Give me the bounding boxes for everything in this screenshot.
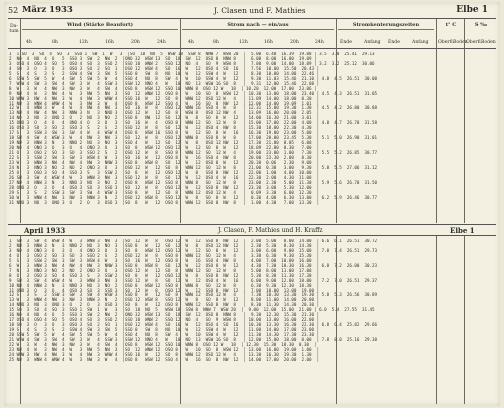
kentering-group-rule (338, 29, 434, 30)
kentering-col-4: Anfang (412, 40, 429, 45)
current-group-rule (182, 29, 334, 30)
salinity-bottom: Boden (481, 40, 496, 45)
april-title: April 1933 (24, 226, 66, 235)
current-group-header: Strom nach — ein/aus (227, 22, 289, 28)
april-station: Elbe 1 (450, 226, 475, 235)
wind-hour-24: 24h (157, 40, 166, 45)
temp-bottom: Boden (453, 40, 468, 45)
kentering-col-3: Ende (388, 40, 400, 45)
month-title: März 1933 (22, 5, 73, 15)
page (4, 2, 500, 406)
wind-group-header: Wind (Stärke Beaufort) (67, 22, 133, 28)
april-data-table: 1 SW 3 SW 4 WSW 4 W 3 WNW 3 NW 3 │SO 12 W 8 OSO 12 W 12 SSO 8 NW 12 │ 2.00 5.00 8.00 14.00 │ 6.6 6.1 26.51 30.72 2 NW 3 NNW 3 N 3 NNO 2 NO 3 NO 3 │SSO 8 W 12 SO 12 W 8 OSO 12 NW 12 │ 2.30 5.30 8.30 14.30 │ 3 NO 4 ONO 3 O 3 O 4 ONO 3 O 3 │SO 8 WSW 12 OSO 12 W 12 SO 8 W 12 │ 3.00 6.00 9.00 15.00 │ 7.0 7.4 26.51 29.73 4 O 3 OSO 2 SO 3 SO 3 SSO 2 S 2 │OSO 12 W 8 SSO 8 WNW 12 SO 12 W 4 │ 3.30 6.30 9.30 15.30 │ 5 S 3 SSW 2 SW 3 SW 3 WSW 4 W 3 │SO 16 W 12 OSO 8 W 16 SSO 4 NW 8 │ 4.00 7.00 10.00 16.00 │ 6 W 3 WNW 3 NW 4 NW 4 NW 3 NNW 3 │SSO 8 WSW 8 SO 12 W 12 OSO 8 W 12 │ 4.30 7.30 10.30 16.30 │ 6.8 7.2 26.00 30.23 7 N 3 NNO 3 NO 2 NO 2 ONO 3 O 3 │OSO 12 W 12 SO 8 WNW 12 SO 12 W 8 │ 5.00 8.00 11.00 17.00 │ 8 O 3 OSO 3 SO 4 SSO 3 S 3 SSW 2 │SO 8 W 12 OSO 12 W 8 SSO 8 NW 12 │ 5.30 8.30 11.30 17.30 │ 9 SW 3 SW 4 WSW 4 W 3 WNW 3 NW 3 │SSO 12 W 8 SO 12 W 12 OSO 4 W 16 │ 6.00 9.00 12.00 18.00 │ 7.2 7.0 26.51 29.37 10 NW 4 NNW 3 N 3 NNO 3 NO 3 NO 2 │OSO 8 WSW 12 SSO 8 WNW 8 SO 12 W 8 │ 6.30 9.30 12.30 18.30 │ 11 ONO 3 O 3 O 4 OSO 3 SO 3 SSO 3 │SO 12 W 8 OSO 12 W 12 SSO 8 NW 12 │ 7.00 10.00 13.00 19.00 │ 12 S 3 S 2 SSW 3 SW 3 SW 4 WSW 3 │SSO 8 W 12 SO 8 WNW 12 OSO 12 W 4 │ 7.30 10.30 13.30 19.30 │ 5.8 5.3 26.56 30.89 13 W 3 WNW 4 NW 3 NW 3 NNW 3 N 2 │OSO 12 WSW 8 SSO 12 W 8 SO 8 W 12 │ 8.00 11.00 14.00 20.00 │ 14 NNO 3 NO 3 ONO 3 O 2 O 3 OSO 3 │SO 8 W 12 OSO 8 WNW 12 SSO 8 NW 8 │ 8.30 11.30 14.30 20.30 │ 15 SO 3 SO 4 SO 3 SSO 1 SW 1 W 3 │SO 10 NO 5 WSW 18 SSW 8 NNW 7 WSW 20 │ 9.00 12.00 15.00 21.00 │ 6.0 5.4 27.55 31.45 16 NO 4 NO 4 O 5 SSO 3 SW 2 NW 2 │ONO 32 WSW 13 SO 18 SW 12 OSO 8 NNW 8 │ 9.30 12.30 15.30 21.30 │ 17 OSO 4 OSO 4 SO 5 OSO 4 SO 3 SSO 2 │SSO 10 WNW 2 SSO 12 NO 4 SO 9 WSW 8 │ 10.00 13.00 16.00 22.00 │ 18 SO 3 O 3 O 3 OSO 3 SO 2 SO 1 │OSO 12 WSW 4 SO 16 W 12 OSO 4 SO 16 │ 10.30 13.30 16.30 22.30 │ 6.8 6.4 25.82 29.66 19 S 4 S 3 S 2 SSW 4 SW 3 SW 5 │SSO 8 SW 8 NO 10 W 12 SSW 4 W 12 │ 11.00 14.00 17.00 23.00 │ 20 SSW 5 SW 5 W 4 SW 5 SW 5 W 4 │SSO 4 NO 8 SW 4 W 10 SSW 4 W 12 │ 11.30 14.30 17.30 23.30 │ 21 WSW 4 SW 3 SW 4 SW 3 W 4 SSW 3 │SSW 12 NNO 4 W 10 NO 13 WSW 16 SO 8 │ 12.00 15.00 18.00 0.00 │ 7.8 8.0 25.16 29.38 22 W 3 W 4 NW 3 NW 3 W 4 SW 4 │OSO 8 WSW 12 SSO 10 WNW 8 OSO 12 W 18 │ 12.30 15.30 18.30 0.30 │ 23 NW 4 W 3 NW 4 W 3 NW 5 NW 3 │SO 12 WNW 12 OSO 8 W 10 SO 8 WSW 12 │ 13.00 16.00 19.00 1.00 │ 24 WNW 3 NW 4 NW 3 W 4 NW 3 WNW 4 │SSO 16 W 12 SO 8 WNW 12 OSO 12 W 4 │ 13.30 16.30 19.30 1.30 │ 25 NW 3 WNW 4 WNW 4 W 3 NW 3 W 4 │OSO 8 WSW 12 SSO 4 W 16 SO 8 NW 12 │ 14.00 17.00 20.00 2.00 │ (9, 239, 378, 362)
current-hour-16: 16h (264, 40, 273, 45)
temperature-group-header: t° C (445, 22, 457, 28)
current-hour-24: 24h (315, 40, 324, 45)
section-rule (8, 224, 496, 225)
station-name: Elbe 1 (456, 5, 488, 15)
kentering-group-header: Stromkenterungszeiten (352, 22, 420, 28)
header-rule (8, 18, 496, 19)
current-hour-20: 20h (290, 40, 299, 45)
current-hour-4: 4h (188, 40, 194, 45)
wind-hour-20: 20h (131, 40, 140, 45)
page-number: 52 (8, 6, 19, 15)
kentering-col-2: Anfang (364, 40, 381, 45)
wind-group-rule (22, 29, 178, 30)
salinity-group-header: S ‰ (474, 22, 488, 28)
wind-hour-8: 8h (52, 40, 58, 45)
authors: J. Clasen und F. Mathies (214, 6, 306, 15)
day-column-header: Da-tum (9, 24, 19, 34)
april-authors: J. Clasen, F. Mathies und H. Kraffz (218, 227, 323, 234)
current-hour-8: 8h (213, 40, 219, 45)
march-data-table: 1 1 SO 3 SO 4 SO 3 SSO 1 SW 1 W 3 │SO 10 NO 5 WSW 18 SSW 8 NNW 7 WSW 20 │ 5.00 6.40 16.39 19.08 │ 3.5 3.0 25.41 29.13 2 NO 4 NO 4 O 5 SSO 3 SW 2 NW 2 │ONO 32 WSW 13 SO 18 SW 12 OSO 8 NNW 8 │ 6.00 8.00 16.00 19.09 │ 3 OSO 4 OSO 4 SO 5 OSO 4 SO 3 SSO 2 │SSO 10 WNW 2 SSO 12 NO 4 SO 9 WSW 8 │ 7.00 9.00 14.00 18.09 │ 3.2 3.2 25.12 30.06 4 SO 3 O 3 O 3 OSO 3 SO 2 SO 1 │OSO 12 WSW 4 SO 16 W 12 OSO 4 SO 16 │ 7.56 10.00 15.50 20.43 │ 5 S 4 S 3 S 2 SSW 4 SW 3 SW 5 │SSO 8 SW 8 NO 10 W 12 SSW 4 W 12 │ 8.30 10.00 14.00 22.46 │ 6 SSW 5 SW 5 W 4 SW 5 SW 5 W 4 │SSO 4 NO 8 SW 4 W 10 SSW 4 W 12 │ 9.30 11.03 15.46 21.10 │ 4.8 4.5 26.51 30.00 7 WSW 4 SW 3 SW 4 SW 3 W 4 SSW 3 │SSW 12 NNO 4 W 10 NO 13 WSW 16 SO 8 │ 9.31 12.00 15.46 22.08 │ 8 W 3 W 4 NW 3 NW 3 W 4 SW 4 │OSO 8 WSW 12 SSO 10 WNW 8 OSO 12 W 18 │ 10.20 12.00 17.00 23.06 │ 9 NW 4 W 3 NW 4 W 3 NW 5 NW 3 │SO 12 WNW 12 OSO 8 W 10 SO 8 WSW 12 │ 10.30 13.00 18.00 23.40 │ 4.5 4.3 26.51 31.05 10 WNW 3 NW 4 NW 3 W 4 NW 3 WNW 4 │SSO 16 W 12 SO 8 WNW 12 OSO 12 W 4 │ 11.09 14.00 18.00 0.30 │ 11 NW 3 WNW 4 WNW 4 W 3 NW 3 W 4 │OSO 8 WSW 12 SSO 4 W 16 SO 8 NW 12 │ 12.00 14.00 19.09 1.01 │ 12 W 4 WNW 3 W 4 W 4 NW 4 NW 3 │SO 16 W 8 OSO 12 WNW 16 SSO 4 W 8 │ 12.31 15.00 19.30 1.30 │ 4.5 4.2 26.80 30.88 13 NW 4 NW 4 NW 3 NNW 3 N 3 NNO 3 │OSO 12 W 12 SO 8 WSW 8 OSO 12 NW 4 │ 13.09 16.00 20.00 2.05 │ 14 NO 3 NO 3 ONO 2 O 2 NO 3 NO 2 │SSO 8 NW 12 SO 12 W 8 SO 8 W 12 │ 14.00 16.30 21.00 3.01 │ 15 ONO 3 O 4 O 4 ONO 4 O 3 O 3 │SO 16 W 4 OSO 8 WNW 12 SO 12 W 8 │ 15.00 17.00 22.00 4.00 │ 4.8 4.7 26.70 31.58 16 OSO 3 SO 3 SO 2 SSO 3 S 2 S 2 │SSO 12 W 8 SO 12 W 12 OSO 4 NW 8 │ 15.30 18.00 22.30 4.30 │ 17 S 3 SSW 3 SW 3 SW 4 W 4 WSW 4 │OSO 8 WSW 16 SSO 8 W 12 SO 8 W 16 │ 16.30 19.00 23.00 5.00 │ 18 SW 4 SW 4 WSW 3 W 4 NW 3 NW 3 │SO 12 W 8 OSO 12 WNW 8 SSO 8 W 8 │ 17.00 20.00 23.45 5.30 │ 5.1 5.0 26.90 31.01 19 NW 3 NNW 3 N 3 NNO 2 NO 3 NO 3 │SSO 4 W 12 SO 12 W 8 OSO 12 NW 12 │ 17.30 21.00 0.05 6.00 │ 20 NO 4 ONO 3 O 3 O 4 ONO 3 O 3 │SO 8 WSW 12 OSO 12 W 12 SO 8 W 12 │ 18.09 22.00 0.30 7.00 │ 21 O 3 OSO 2 SO 3 SO 3 SSO 2 S 2 │OSO 12 W 8 SSO 8 WNW 12 SO 12 W 4 │ 19.00 23.00 1.00 7.30 │ 5.5 5.2 26.85 30.77 22 S 3 SSW 2 SW 3 SW 3 WSW 4 W 3 │SO 16 W 12 OSO 8 W 16 SSO 4 NW 8 │ 20.00 23.30 2.00 8.30 │ 23 W 3 WNW 3 NW 4 NW 4 NW 3 NNW 3 │SSO 8 WSW 8 SO 12 W 12 OSO 8 W 12 │ 20.30 0.06 2.30 9.00 │ 24 N 3 NNO 3 NO 2 NO 2 ONO 3 O 3 │OSO 12 W 12 SO 8 WNW 12 SO 12 W 8 │ 21.00 0.30 3.00 9.30 │ 5.8 5.5 27.06 31.12 25 O 3 OSO 3 SO 4 SSO 3 S 3 SSW 2 │SO 8 W 12 OSO 12 W 8 SSO 8 NW 12 │ 22.00 1.00 4.00 10.00 │ 26 SW 3 SW 4 WSW 4 W 3 WNW 3 NW 3 │SSO 12 W 8 SO 12 W 12 OSO 4 W 16 │ 22.30 2.00 4.30 11.00 │ 27 NW 4 NNW 3 N 3 NNO 3 NO 3 NO 2 │OSO 8 WSW 12 SSO 8 WNW 8 SO 12 W 8 │ 23.00 2.30 5.00 11.30 │ 5.9 5.6 26.70 31.50 28 ONO 3 O 3 O 4 OSO 3 SO 3 SSO 3 │SO 12 W 8 OSO 12 W 12 SSO 8 NW 12 │ 23.30 3.00 5.30 12.00 │ 29 S 3 S 2 SSW 3 SW 3 SW 4 WSW 3 │SSO 8 W 12 SO 8 WNW 12 OSO 12 W 4 │ 0.09 3.30 6.00 12.30 │ 30 W 3 WNW 4 NW 3 NW 3 NNW 3 N 2 │OSO 12 WSW 8 SSO 12 W 8 SO 8 W 12 │ 0.30 4.00 6.30 13.00 │ 6.2 5.9 26.46 30.77 31 NNO 3 NO 3 ONO 3 O 2 O 3 OSO 3 │SO 8 W 12 OSO 8 WNW 12 SSO 8 NW 8 │ 1.00 4.30 7.00 13.30 │ (9, 52, 378, 205)
current-hour-12: 12h (239, 40, 248, 45)
wind-hour-16: 16h (105, 40, 114, 45)
header-bottom-rule (8, 48, 496, 49)
wind-hour-4: 4h (26, 40, 32, 45)
wind-hour-12: 12h (79, 40, 88, 45)
salinity-surface: Oberfl. (466, 40, 483, 45)
kentering-col-1: Ende (340, 40, 352, 45)
temp-surface: Oberfl. (438, 40, 455, 45)
running-header (4, 5, 500, 17)
april-header-rule (8, 235, 496, 236)
